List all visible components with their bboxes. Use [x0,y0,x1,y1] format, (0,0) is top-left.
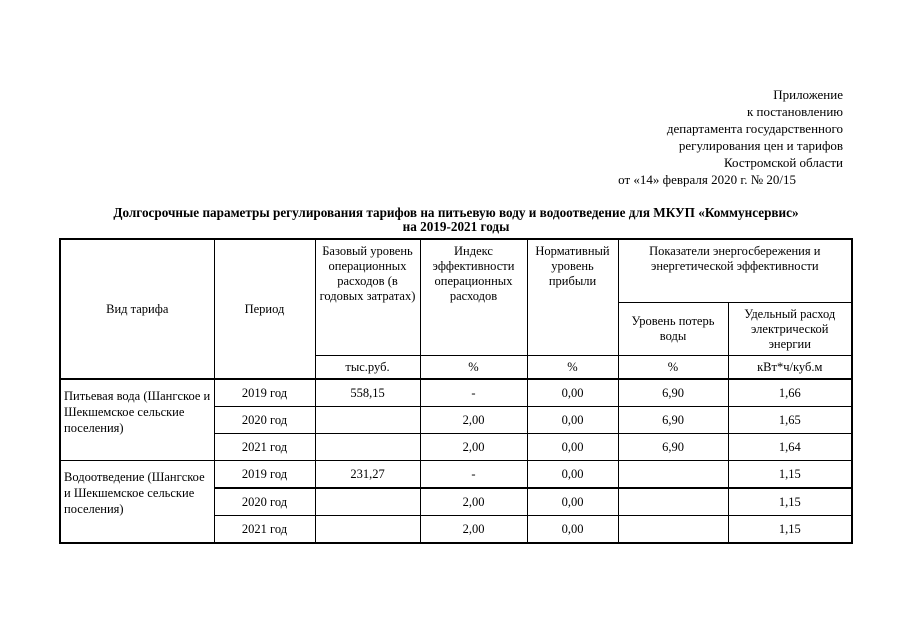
cell-index: - [420,379,527,407]
header-period: Период [214,239,315,379]
cell-base: 558,15 [315,379,420,407]
cell-period: 2019 год [214,379,315,407]
appendix-line: регулирования цен и тарифов [678,138,843,153]
cell-period: 2021 год [214,434,315,461]
cell-period: 2020 год [214,407,315,434]
header-water-loss: Уровень потерь воды [618,303,728,356]
cell-profit: 0,00 [527,488,618,516]
cell-base [315,407,420,434]
appendix-date: от «14» февраля 2020 г. № 20/15 [618,172,796,187]
cell-profit: 0,00 [527,434,618,461]
cell-index: 2,00 [420,434,527,461]
header-tariff-type: Вид тарифа [60,239,214,379]
appendix-line: Костромской области [723,155,843,170]
cell-period: 2019 год [214,461,315,489]
title-line-1: Долгосрочные параметры регулирования тарифов на питьевую воду и водоотведение для МКУП «Коммунсервис» [113,205,799,220]
cell-index: 2,00 [420,407,527,434]
cell-loss [618,461,728,489]
tariff-parameters-table [59,238,853,544]
header-power-consumption: Удельный расход электрической энергии [728,303,852,356]
cell-base: 231,27 [315,461,420,489]
unit-normative-profit: % [527,356,618,380]
cell-period: 2020 год [214,488,315,516]
tariff-name-water-disposal: Водоотведение (Шангское и Шекшемское сельские поселения) [60,461,214,544]
cell-profit: 0,00 [527,407,618,434]
cell-power: 1,65 [728,407,852,434]
cell-base [315,488,420,516]
cell-loss: 6,90 [618,434,728,461]
cell-loss: 6,90 [618,379,728,407]
table-row [60,461,852,489]
appendix-line: департамента государственного [666,121,843,136]
cell-profit: 0,00 [527,516,618,544]
header-normative-profit: Нормативный уровень прибыли [527,239,618,356]
table-row [60,379,852,407]
cell-loss [618,516,728,544]
cell-loss: 6,90 [618,407,728,434]
cell-power: 1,15 [728,461,852,489]
unit-efficiency-index: % [420,356,527,380]
header-base-level: Базовый уровень операционных расходов (в годовых затратах) [315,239,420,356]
cell-period: 2021 год [214,516,315,544]
unit-power-consumption: кВт*ч/куб.м [728,356,852,380]
document-title [60,206,852,234]
cell-index: 2,00 [420,488,527,516]
cell-index: 2,00 [420,516,527,544]
appendix-line: Приложение [773,87,843,102]
cell-index: - [420,461,527,489]
unit-water-loss: % [618,356,728,380]
cell-profit: 0,00 [527,461,618,489]
cell-profit: 0,00 [527,379,618,407]
tariff-name-drinking-water: Питьевая вода (Шангское и Шекшемское сельские поселения) [60,379,214,461]
header-efficiency-index: Индекс эффективности операционных расходов [420,239,527,356]
cell-base [315,516,420,544]
cell-power: 1,66 [728,379,852,407]
appendix-line: к постановлению [746,104,843,119]
cell-power: 1,15 [728,488,852,516]
cell-loss [618,488,728,516]
appendix-header [618,86,843,188]
header-energy-group: Показатели энергосбережения и энергетической эффективности [618,239,852,303]
cell-power: 1,64 [728,434,852,461]
cell-base [315,434,420,461]
unit-base-level: тыс.руб. [315,356,420,380]
cell-power: 1,15 [728,516,852,544]
title-line-2: на 2019-2021 годы [402,219,510,234]
